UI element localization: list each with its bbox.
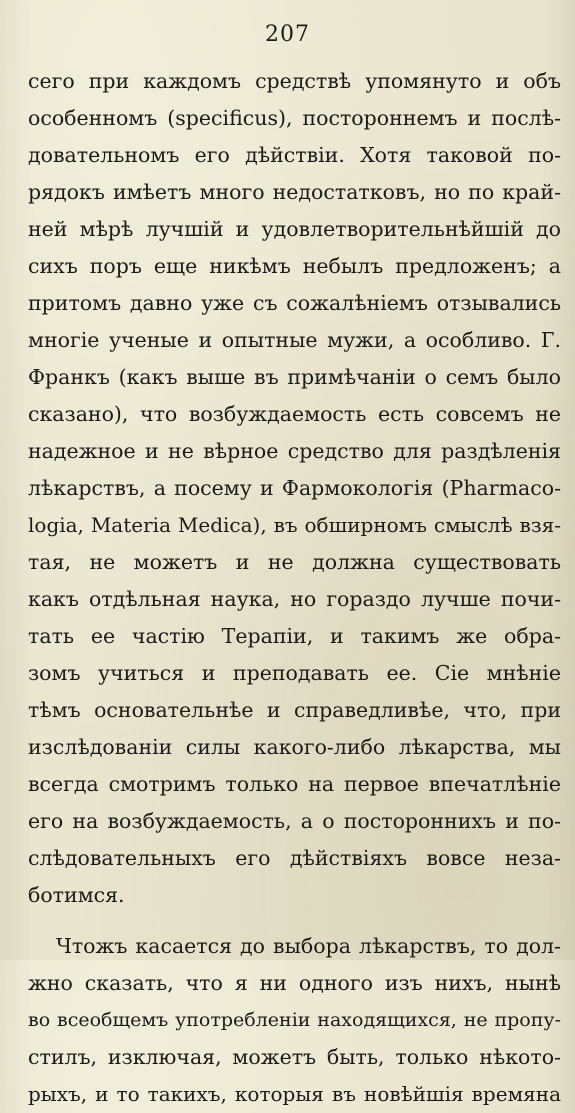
text-line: изслѣдованіи силы какого-либо лѣкарства, мы bbox=[28, 735, 561, 759]
text-line: стилъ, изключая, можетъ быть, только нѣкото- bbox=[28, 1045, 561, 1069]
text-line: лѣкарствъ, а посему и Фармокологія (Pharmaco- bbox=[28, 476, 561, 500]
text-line: рядокъ имѣетъ много недостатковъ, но по край- bbox=[28, 180, 561, 204]
text-line: жно сказать, что я ни одного изъ нихъ, нынѣ bbox=[28, 971, 561, 995]
text-line: сказано), что возбуждаемость есть совсемъ не bbox=[28, 402, 561, 426]
paragraph bbox=[28, 63, 561, 914]
text-line: Франкъ (какъ выше въ примѣчаніи о семъ было bbox=[28, 365, 561, 389]
text-line: ней мѣрѣ лучшій и удовлетворительнѣйшій до bbox=[28, 217, 561, 241]
text-line: сего при каждомъ средствѣ упомянуто и объ bbox=[28, 69, 561, 93]
text-line: зомъ учиться и преподавать ее. Сіе мнѣніе bbox=[28, 661, 561, 685]
text-line: тать ее частію Терапіи, и такимъ же обра- bbox=[28, 624, 561, 648]
text-line: сихъ поръ еще никѣмъ небылъ предложенъ; а bbox=[28, 254, 561, 278]
text-line: тѣмъ основательнѣе и справедливѣе, что, при bbox=[28, 698, 561, 722]
text-line: притомъ давно уже съ сожалѣніемъ отзывались bbox=[28, 291, 561, 315]
text-line: ботимся. bbox=[28, 883, 125, 907]
text-line: слѣдовательныхъ его дѣйствіяхъ вовсе неза- bbox=[28, 846, 561, 870]
text-line: особенномъ (specificus), постороннемъ и послѣ- bbox=[28, 106, 561, 130]
text-line: надежное и не вѣрное средство для раздѣленія bbox=[28, 439, 561, 463]
page-number: 207 bbox=[265, 22, 310, 47]
text-line: всегда смотримъ только на первое впечатлѣніе bbox=[28, 772, 561, 796]
text-line: многіе ученые и опытные мужи, а особливо. Г. bbox=[28, 328, 561, 352]
text-line: рыхъ, и то такихъ, которыя въ новѣйшія времяна bbox=[28, 1082, 561, 1106]
text-line: logia, Materia Medica), въ обширномъ смыслѣ взя- bbox=[28, 513, 561, 537]
page-text bbox=[28, 63, 561, 1113]
text-line: его на возбуждаемость, а о постороннихъ и по- bbox=[28, 809, 561, 833]
text-line: тая, не можетъ и не должна существовать bbox=[28, 550, 561, 574]
paragraph bbox=[28, 928, 561, 1113]
text-line: какъ отдѣльная наука, но гораздо лучше почи- bbox=[28, 587, 561, 611]
text-line: во всеобщемъ употребленіи находящихся, не пропу- bbox=[28, 1009, 561, 1031]
paragraph-gap bbox=[28, 914, 561, 928]
text-line: Чтожъ касается до выбора лѣкарствъ, то дол- bbox=[56, 934, 561, 958]
text-line: довательномъ его дѣйствіи. Хотя таковой по- bbox=[28, 143, 561, 167]
